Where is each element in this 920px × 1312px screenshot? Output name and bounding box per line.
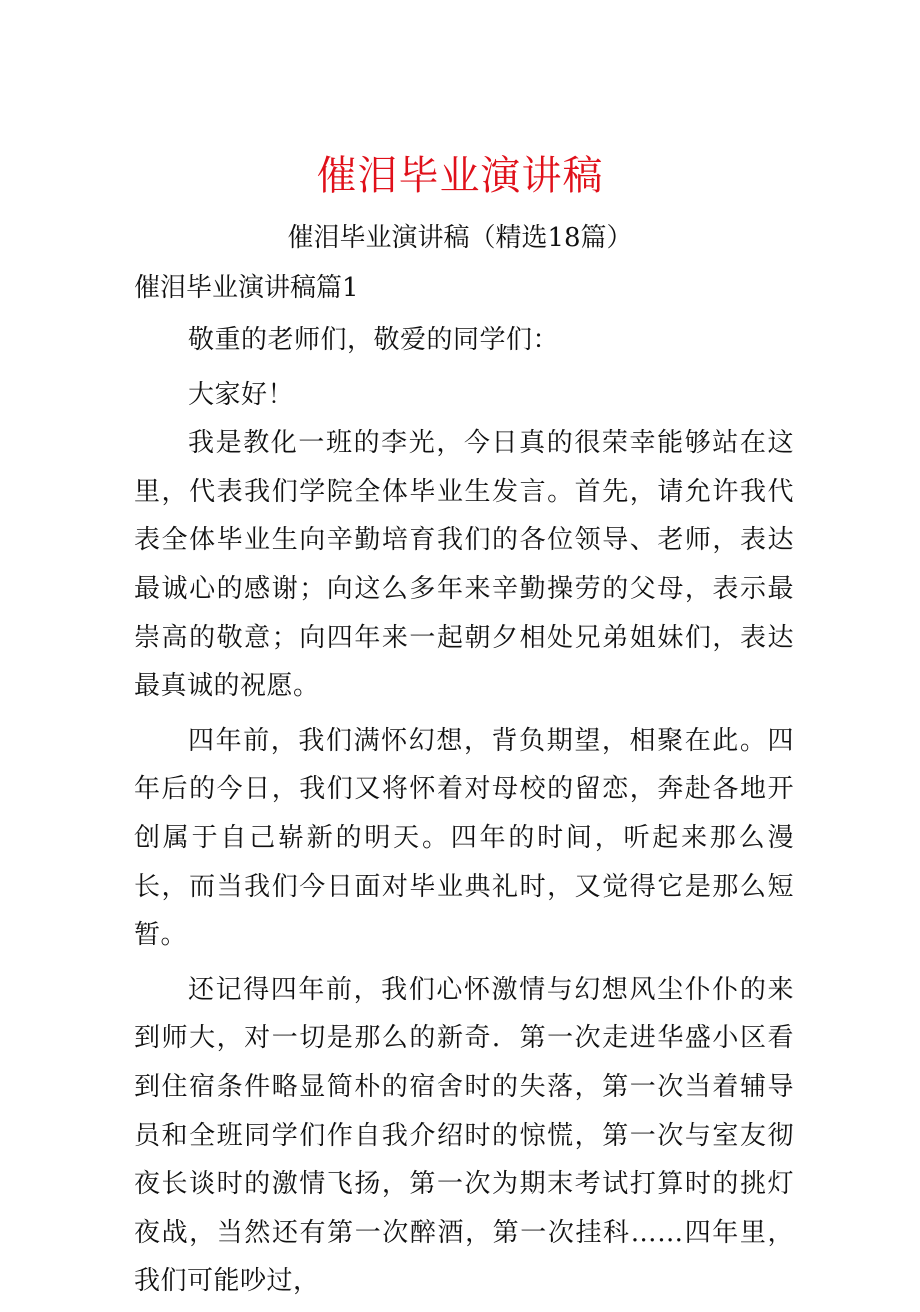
body-paragraph: 四年前，我们满怀幻想，背负期望，相聚在此。四年后的今日，我们又将怀着对母校的留恋，奔赴各地开创属于自己崭新的明天。四年的时间，听起来那么漫长，而当我们今日面对毕业典礼时，又觉得它是那么短暂。 (134, 725, 794, 951)
salutation-paragraph: 敬重的老师们，敬爱的同学们： (188, 325, 560, 355)
section-heading: 催泪毕业演讲稿篇1 (134, 273, 359, 303)
body-paragraph: 还记得四年前，我们心怀激情与幻想风尘仆仆的来到师大，对一切是那么的新奇．第一次走进华盛小区看到住宿条件略显简朴的宿舍时的失落，第一次当着辅导员和全班同学们作自我介绍时的惊慌，第一次与室友彻夜长谈时的激情飞扬，第一次为期末考试打算时的挑灯夜战，当然还有第一次醉酒，第一次挂科……四年里，我们可能吵过， (134, 974, 794, 1297)
greeting-paragraph: 大家好！ (188, 379, 295, 410)
speech-body (134, 316, 794, 1312)
document-subtitle: 催泪毕业演讲稿（精选18篇） (287, 223, 633, 253)
body-paragraph: 我是教化一班的李光，今日真的很荣幸能够站在这里，代表我们学院全体毕业生发言。首先，请允许我代表全体毕业生向辛勤培育我们的各位领导、老师，表达最诚心的感谢；向这么多年来辛勤操劳的父母，表示最崇高的敬意；向四年来一起朝夕相处兄弟姐妹们，表达最真诚的祝愿。 (134, 428, 794, 702)
document-title: 催泪毕业演讲稿 (316, 153, 604, 199)
